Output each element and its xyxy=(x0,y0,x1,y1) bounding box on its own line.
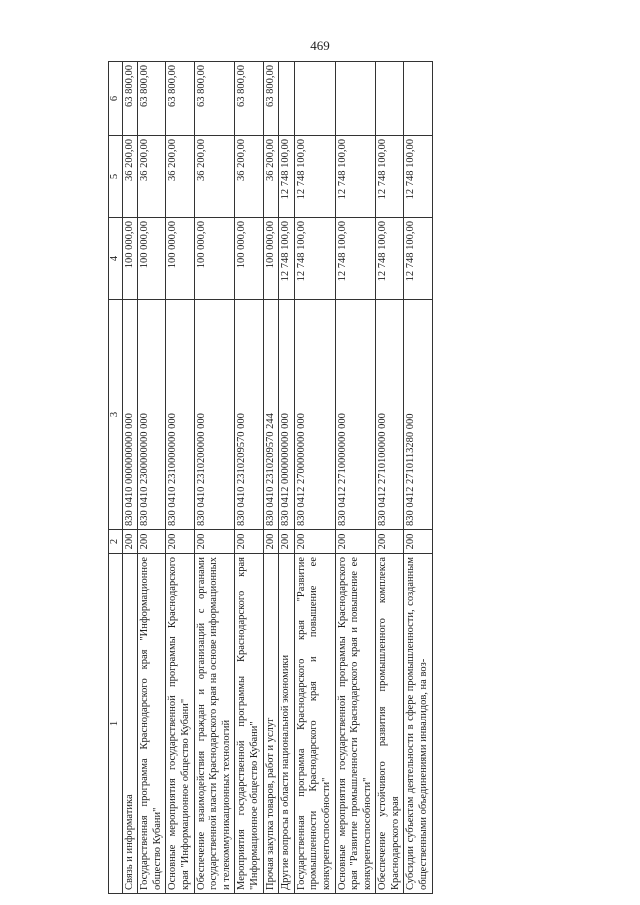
row-col6: 63 800,00 xyxy=(138,62,166,136)
row-col5: 12 748 100,00 xyxy=(279,136,295,218)
row-name: Прочая закупка товаров, работ и услуг xyxy=(263,554,279,894)
row-name: Другие вопросы в области национальной экономики xyxy=(279,554,295,894)
row-name: Обеспечение устойчивого развития промышленного комплекса Краснодарского края xyxy=(376,554,404,894)
row-col4: 12 748 100,00 xyxy=(404,218,432,300)
header-col-4: 4 xyxy=(109,218,123,300)
row-name: Обеспечение взаимодействия граждан и организаций с органами государственной власти Краснодарского края на основе информационных и телекоммуникационных технологий xyxy=(194,554,235,894)
row-col4: 12 748 100,00 xyxy=(294,218,335,300)
row-col6: 63 800,00 xyxy=(235,62,263,136)
row-col5: 36 200,00 xyxy=(235,136,263,218)
table-row xyxy=(166,62,194,894)
table-row xyxy=(404,62,432,894)
budget-table-rotated xyxy=(108,62,608,894)
row-name: Государственная программа Краснодарского края "Развитие промышленности Краснодарского края и повышение ее конкурентоспособности" xyxy=(294,554,335,894)
table-row xyxy=(122,62,138,894)
row-code: 830 0412 2710113280 000 xyxy=(404,300,432,530)
row-code: 830 0412 2710100000 000 xyxy=(376,300,404,530)
row-col6 xyxy=(404,62,432,136)
row-col4: 100 000,00 xyxy=(166,218,194,300)
row-col6 xyxy=(294,62,335,136)
row-col6: 63 800,00 xyxy=(166,62,194,136)
row-code: 830 0412 2710000000 000 xyxy=(335,300,376,530)
row-col2: 200 xyxy=(122,530,138,554)
row-col5: 12 748 100,00 xyxy=(294,136,335,218)
row-code: 830 0410 2310209570 244 xyxy=(263,300,279,530)
row-col2: 200 xyxy=(166,530,194,554)
table-row xyxy=(376,62,404,894)
table-row xyxy=(335,62,376,894)
row-col5: 36 200,00 xyxy=(138,136,166,218)
row-col5: 36 200,00 xyxy=(122,136,138,218)
row-col5: 36 200,00 xyxy=(263,136,279,218)
row-code: 830 0410 2310209570 000 xyxy=(235,300,263,530)
row-code: 830 0412 2700000000 000 xyxy=(294,300,335,530)
row-col2: 200 xyxy=(404,530,432,554)
row-col5: 36 200,00 xyxy=(166,136,194,218)
row-col4: 12 748 100,00 xyxy=(279,218,295,300)
row-name: Основные мероприятия государственной программы Краснодарского края "Информационное общество Кубани" xyxy=(166,554,194,894)
row-col2: 200 xyxy=(376,530,404,554)
row-code: 830 0412 0000000000 000 xyxy=(279,300,295,530)
table-row xyxy=(279,62,295,894)
row-col6 xyxy=(335,62,376,136)
row-col5: 12 748 100,00 xyxy=(335,136,376,218)
row-code: 830 0410 0000000000 000 xyxy=(122,300,138,530)
row-col5: 36 200,00 xyxy=(194,136,235,218)
table-row xyxy=(235,62,263,894)
row-col2: 200 xyxy=(194,530,235,554)
table-row xyxy=(194,62,235,894)
page-number: 469 xyxy=(310,38,330,53)
row-col2: 200 xyxy=(335,530,376,554)
row-col5: 12 748 100,00 xyxy=(376,136,404,218)
header-row xyxy=(109,62,123,894)
header-col-3: 3 xyxy=(109,300,123,530)
row-col6: 63 800,00 xyxy=(263,62,279,136)
row-col2: 200 xyxy=(279,530,295,554)
header-col-2: 2 xyxy=(109,530,123,554)
row-name: Субсидии субъектам деятельности в сфере промышленности, созданным общественными объединениями инвалидов, на воз- xyxy=(404,554,432,894)
row-col6 xyxy=(279,62,295,136)
row-col4: 12 748 100,00 xyxy=(376,218,404,300)
row-col4: 100 000,00 xyxy=(122,218,138,300)
row-col4: 12 748 100,00 xyxy=(335,218,376,300)
row-col2: 200 xyxy=(138,530,166,554)
row-col2: 200 xyxy=(235,530,263,554)
row-name: Основные мероприятия государственной программы Краснодарского края "Развитие промышленности Краснодарского края и повышение ее конкурентоспособности" xyxy=(335,554,376,894)
row-col4: 100 000,00 xyxy=(194,218,235,300)
row-code: 830 0410 2310000000 000 xyxy=(166,300,194,530)
row-col2: 200 xyxy=(263,530,279,554)
row-col6: 63 800,00 xyxy=(194,62,235,136)
row-col6 xyxy=(376,62,404,136)
row-name: Государственная программа Краснодарского края "Информационное общество Кубани" xyxy=(138,554,166,894)
header-col-1: 1 xyxy=(109,554,123,894)
row-code: 830 0410 2310200000 000 xyxy=(194,300,235,530)
row-code: 830 0410 2300000000 000 xyxy=(138,300,166,530)
row-col4: 100 000,00 xyxy=(138,218,166,300)
row-col4: 100 000,00 xyxy=(263,218,279,300)
table-row xyxy=(138,62,166,894)
row-col2: 200 xyxy=(294,530,335,554)
header-col-5: 5 xyxy=(109,136,123,218)
table-row xyxy=(294,62,335,894)
row-col6: 63 800,00 xyxy=(122,62,138,136)
row-name: Мероприятия государственной программы Краснодарского края "Информационное общество Кубани" xyxy=(235,554,263,894)
row-name: Связь и информатика xyxy=(122,554,138,894)
table-row xyxy=(263,62,279,894)
row-col4: 100 000,00 xyxy=(235,218,263,300)
budget-table xyxy=(108,61,433,894)
row-col5: 12 748 100,00 xyxy=(404,136,432,218)
header-col-6: 6 xyxy=(109,62,123,136)
